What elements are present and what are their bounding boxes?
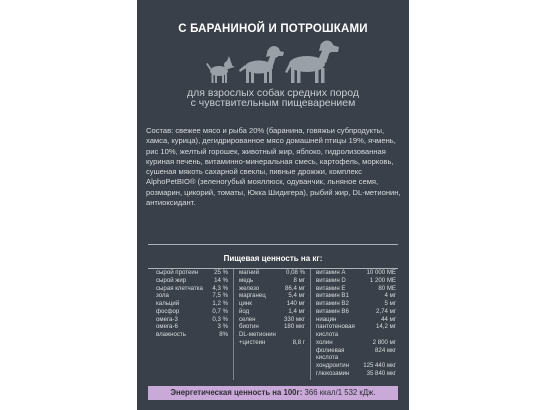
nutrient-name: фосфор: [156, 307, 180, 315]
nutrient-value: 140 мг: [286, 300, 305, 307]
nutrient-value: 8 мг: [293, 276, 305, 284]
nutrient-name: витамин В1: [316, 292, 349, 300]
nutrient-row: [239, 292, 305, 300]
nutrient-value: 7,5 %: [212, 292, 228, 300]
nutrient-name: пантотеновая: [316, 323, 355, 331]
nutrient-row: [316, 370, 396, 378]
nutrient-row: [316, 362, 396, 370]
nutrient-value: 80 МЕ: [378, 284, 396, 292]
nutrition-table: [148, 244, 398, 380]
composition-line: куриная печень, витаминно-минеральная смесь, картофель, морковь,: [146, 156, 394, 166]
nutrient-row: [239, 323, 305, 331]
nutrient-row: [156, 316, 228, 324]
dog-size-icons: [205, 40, 341, 84]
nutrient-name: влажность: [156, 331, 186, 338]
nutrient-value: 10 000 МЕ: [366, 269, 396, 276]
nutrient-value: 14,2 мг: [376, 323, 396, 331]
nutrient-value: 35 840 мкг: [366, 369, 396, 377]
subtitle-line: с чувствительным пищеварением: [190, 97, 356, 109]
nutrient-name: сырой жир: [156, 276, 187, 284]
nutrient-name: витамин В6: [316, 307, 349, 315]
nutrient-value: 14 %: [214, 276, 228, 284]
nutrient-row: [316, 300, 396, 308]
nutrient-row: [316, 308, 396, 316]
composition-text: [146, 126, 402, 208]
nutrient-value: 3 %: [217, 323, 228, 331]
nutrient-value: 1,4 мг: [288, 307, 305, 315]
nutrient-value: 44 мг: [381, 315, 396, 323]
medium-dog-icon: [239, 46, 284, 83]
nutrient-name: кислота: [316, 354, 339, 362]
nutrient-value: 5,4 мг: [288, 292, 305, 300]
nutrient-row: [239, 331, 305, 339]
nutrient-row: [239, 269, 305, 277]
nutrient-name: кальций: [156, 300, 180, 307]
nutrient-value: 180 мкг: [284, 323, 305, 331]
nutrient-value: 0,3 %: [212, 315, 228, 323]
nutrient-row: [316, 331, 396, 339]
nutrient-row: [156, 323, 228, 331]
composition-line: сушеная мякоть сахарной свеклы, пивные дрожжи, комплекс: [146, 167, 362, 177]
column-divider: [310, 269, 311, 380]
nutrient-row: [239, 308, 305, 316]
nutrient-row: [239, 285, 305, 293]
composition-line: Состав: свежее мясо и рыба 20% (баранина, говяжьи субпродукты,: [146, 126, 385, 135]
nutrient-row: [316, 277, 396, 285]
nutrient-row: [156, 277, 228, 285]
nutrient-name: витамин В2: [316, 300, 349, 307]
nutrient-value: 330 мкг: [284, 315, 305, 323]
nutrient-value: 2 800 мг: [372, 338, 396, 346]
small-dog-icon: [206, 56, 235, 83]
nutrient-row: [316, 269, 396, 277]
nutrient-name: зола: [156, 292, 169, 300]
nutrition-column-macros: [156, 269, 228, 339]
nutrient-row: [156, 269, 228, 277]
nutrient-row: [156, 292, 228, 300]
nutrient-name: глюкозамин: [316, 369, 350, 377]
product-label-panel: [137, 0, 409, 410]
nutrient-name: витамин А: [316, 269, 346, 276]
nutrient-value: 8,8 г: [292, 338, 305, 346]
nutrient-name: DL-метионин: [239, 331, 276, 338]
nutrient-row: [316, 285, 396, 293]
nutrient-value: 0,08 %: [286, 269, 305, 276]
nutrient-name: хондроитин: [316, 362, 350, 369]
nutrient-name: холин: [316, 338, 333, 346]
nutrient-value: 86,4 мг: [285, 284, 305, 292]
nutrient-value: 824 мкг: [375, 346, 396, 354]
nutrient-row: [239, 339, 305, 347]
nutrient-name: кислота: [316, 331, 339, 338]
nutrition-heading: Пищевая ценность на кг:: [223, 254, 323, 263]
composition-line: хамса, курица), дегидрированное мясо домашней птицы 19%, ячмень,: [146, 136, 396, 146]
product-title: С БАРАНИНОЙ И ПОТРОШКАМИ: [178, 23, 368, 35]
nutrient-name: цинк: [239, 300, 252, 307]
nutrition-column-vitamins: [316, 269, 396, 378]
nutrient-row: [316, 316, 396, 324]
nutrient-value: 4,3 %: [212, 284, 228, 292]
nutrient-name: +цистеин: [239, 338, 266, 346]
nutrient-name: биотин: [239, 323, 259, 331]
nutrient-name: железо: [239, 284, 260, 292]
nutrient-name: селен: [239, 315, 256, 323]
nutrient-name: омега-3: [156, 315, 178, 323]
nutrient-row: [156, 331, 228, 339]
nutrient-row: [156, 308, 228, 316]
energy-label: Энергетическая ценность на 100г:: [170, 388, 303, 397]
column-divider: [233, 269, 234, 380]
energy-value-bar: [148, 386, 398, 400]
nutrient-name: йод: [239, 307, 250, 315]
nutrient-row: [316, 347, 396, 355]
nutrient-value: 1 200 МЕ: [369, 276, 396, 284]
nutrient-value: 2,74 мг: [376, 307, 396, 315]
large-dog-icon: [285, 41, 339, 84]
nutrient-row: [239, 300, 305, 308]
nutrient-row: [316, 354, 396, 362]
nutrient-name: омега-6: [156, 323, 178, 331]
nutrient-row: [239, 277, 305, 285]
composition-line: рис 10%, желтый горошек, животный жир, яблоко, гидролизованная: [146, 146, 386, 156]
nutrient-name: ниацин: [316, 315, 337, 323]
nutrient-name: витамин D: [316, 276, 346, 284]
nutrient-row: [316, 339, 396, 347]
composition-line: AlphoPetBIO® (зеленогубый мояллюск, одуванчик, льняное семя,: [146, 177, 379, 187]
nutrient-name: магний: [239, 269, 259, 276]
composition-line: антиоксидант.: [146, 198, 196, 208]
table-divider: [148, 244, 398, 245]
nutrient-value: 1,2 %: [212, 300, 228, 307]
nutrient-value: 8%: [219, 331, 228, 338]
nutrient-value: 5 мг: [384, 300, 396, 307]
nutrient-value: 25 %: [214, 269, 228, 276]
nutrient-value: 4 мг: [384, 292, 396, 300]
nutrient-name: сырая клетчатка: [156, 284, 203, 292]
nutrition-column-minerals: [239, 269, 305, 347]
nutrient-name: медь: [239, 276, 254, 284]
product-subtitle: [137, 88, 409, 108]
nutrient-value: 0,7 %: [212, 307, 228, 315]
nutrient-row: [239, 316, 305, 324]
nutrient-row: [156, 300, 228, 308]
nutrient-value: 125 440 мкг: [363, 362, 396, 369]
nutrient-row: [156, 285, 228, 293]
nutrient-name: фолиевая: [316, 346, 345, 354]
composition-line: розмарин, цикорий, томаты, Юкка Шидигера), рыбий жир, DL-метионин,: [146, 187, 401, 197]
nutrient-row: [316, 323, 396, 331]
nutrient-name: витамин Е: [316, 284, 346, 292]
energy-value: 366 ккал/1 532 кДж.: [304, 388, 376, 397]
nutrient-row: [316, 292, 396, 300]
nutrient-name: сырой протеин: [156, 269, 199, 276]
nutrient-name: марганец: [239, 292, 266, 300]
subtitle-line: для взрослых собак средних пород: [187, 87, 359, 99]
